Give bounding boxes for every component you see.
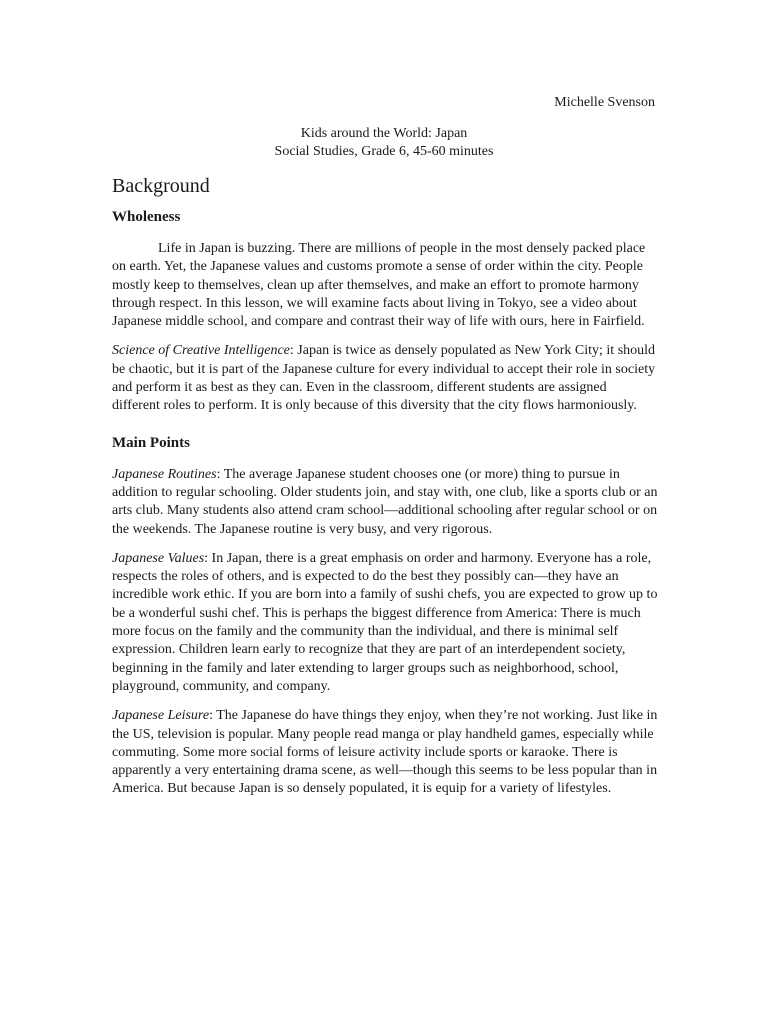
sci-text: : Japan is twice as densely populated as New York City; it should be chaotic, but it is part of the Japanese culture for every individual to accept their role in society and perform it as best as they can. Even in the classroom, different students are assigned different roles to perform. It is only because of this diversity that the city flows harmoniously.	[112, 343, 656, 414]
author-name: Michelle Svenson	[554, 95, 655, 110]
sci-label: Science of Creative Intelligence	[112, 343, 290, 359]
wholeness-heading: Wholeness	[112, 209, 181, 225]
lesson-title-block	[0, 125, 768, 161]
leisure-label: Japanese Leisure	[112, 708, 210, 724]
background-heading: Background	[112, 175, 210, 197]
main-points-heading: Main Points	[112, 434, 190, 451]
document-body	[112, 174, 658, 810]
leisure-paragraph	[112, 707, 658, 798]
lesson-title: Kids around the World: Japan	[300, 126, 468, 141]
values-label: Japanese Values	[112, 550, 205, 566]
sci-paragraph	[112, 342, 658, 415]
wholeness-paragraph: Life in Japan is buzzing. There are millions of people in the most densely packed place on earth. Yet, the Japanese values and customs promote a sense of order within the city. People mostly keep to themselves, clean up after themselves, and make an effort to promote harmony through respect. In this lesson, we will examine facts about living in Tokyo, see a video about Japanese middle school, and compare and contrast their way of life with ours, here in Fairfield.	[112, 241, 646, 330]
values-paragraph	[112, 550, 658, 696]
routines-paragraph	[112, 466, 658, 539]
routines-label: Japanese Routines	[112, 466, 217, 482]
leisure-text: : The Japanese do have things they enjoy, when they’re not working. Just like in the US, television is popular. Many people read manga or play handheld games, especially while commuting. Some more social forms of leisure activity include sports or karaoke. There is apparently a very entertaining drama scene, as well—though this seems to be less popular than in America. But because Japan is so densely populated, it is equip for a variety of lifestyles.	[112, 708, 658, 797]
values-text: : In Japan, there is a great emphasis on order and harmony. Everyone has a role, respects the roles of others, and is expected to do the best they possibly can—they have an incredible work ethic. If you are born into a family of sushi chefs, you are expected to grow up to be a wonderful sushi chef. This is perhaps the biggest difference from America: There is much more focus on the family and the community than the individual, and there is minimal self expression. Children learn early to recognize that they are part of an interdependent society, beginning in the family and later extending to larger groups such as neighborhood, school, playground, community, and company.	[112, 550, 658, 694]
lesson-subtitle: Social Studies, Grade 6, 45-60 minutes	[274, 144, 494, 159]
routines-text: : The average Japanese student chooses one (or more) thing to pursue in addition to regular schooling. Older students join, and stay with, one club, like a sports club or an arts club. Many students also attend cram school—additional schooling after regular school or on the weekends. The Japanese routine is very busy, and very rigorous.	[112, 466, 658, 537]
